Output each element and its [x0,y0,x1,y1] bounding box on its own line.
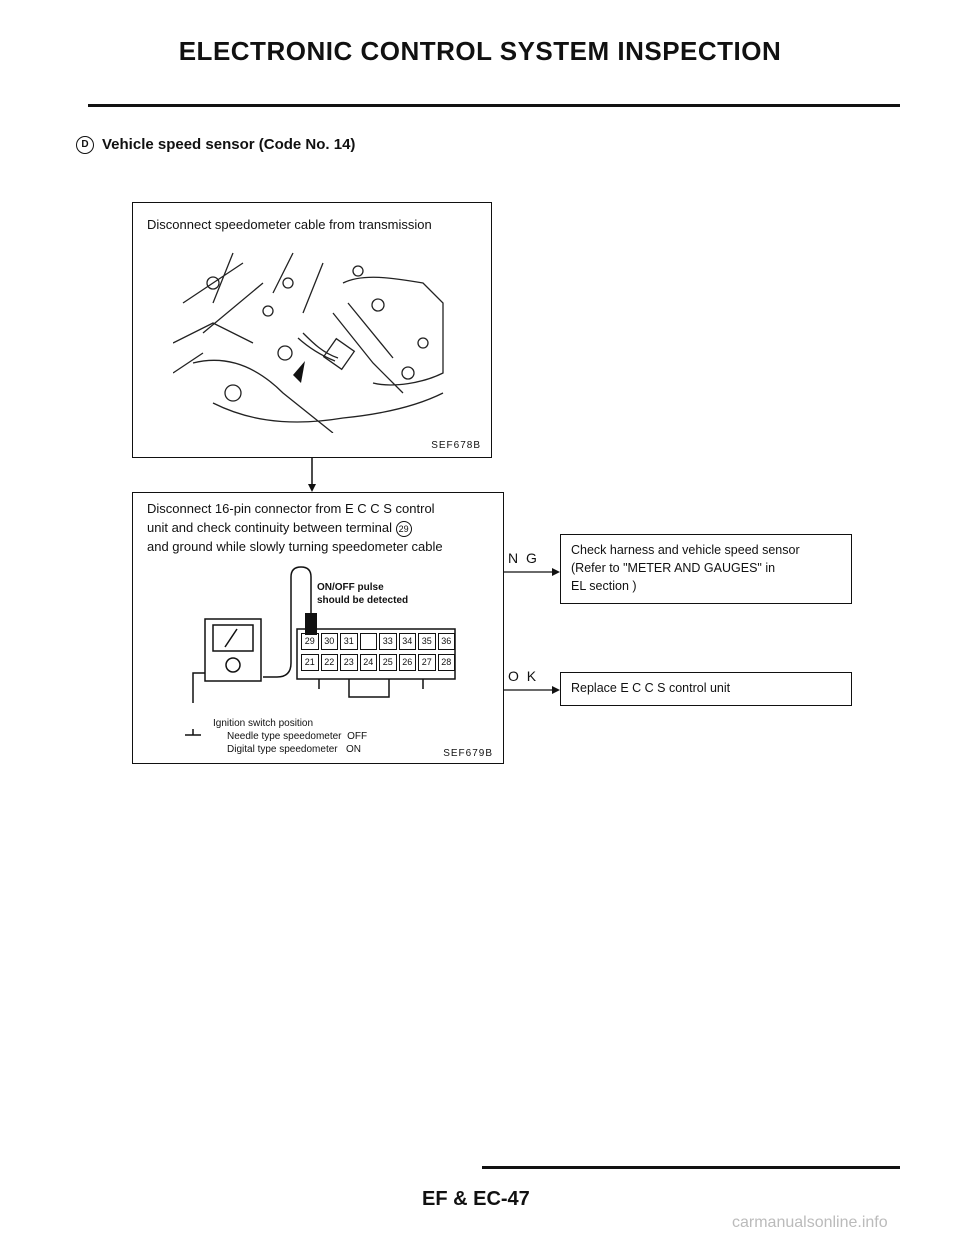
pulse-note-line1: ON/OFF pulse [317,582,384,593]
needle-label: Needle type speedometer [227,731,342,742]
terminal-marker: 29 [396,521,412,537]
pin: 33 [379,633,397,650]
section-marker: D [76,136,94,154]
pin: 27 [418,654,436,671]
pin: 28 [438,654,456,671]
ng-line2: (Refer to "METER AND GAUGES" in [571,561,776,575]
watermark: carmanualsonline.info [732,1214,888,1231]
pin: 24 [360,654,378,671]
pin: 31 [340,633,358,650]
ground-symbol [183,729,203,743]
footer-rule [482,1166,900,1169]
step2-figure-code: SEF679B [443,748,493,759]
pin: 21 [301,654,319,671]
page-number: EF & EC-47 [422,1188,530,1210]
ng-text [571,541,851,595]
pin: 35 [418,633,436,650]
needle-row [213,730,493,743]
pin: 25 [379,654,397,671]
ok-arrow [504,684,562,696]
digital-label: Digital type speedometer [227,744,338,755]
page-title: ELECTRONIC CONTROL SYSTEM INSPECTION [178,36,782,66]
step1-instruction: Disconnect speedometer cable from transmission [147,217,432,232]
transmission-illustration [173,243,473,433]
connector-bottom-row [301,654,455,671]
digital-value: ON [345,744,361,755]
pin: 36 [438,633,456,650]
step2-line1: Disconnect 16-pin connector from E C C S control [147,501,435,516]
ng-line1: Check harness and vehicle speed sensor [571,543,800,557]
section-heading-text: Vehicle speed sensor (Code No. 14) [102,136,356,153]
title-rule [88,104,900,107]
step2-instructions [147,499,497,556]
step2-line2-text: unit and check continuity between terminal [147,520,392,535]
pin: 29 [301,633,319,650]
pin: 23 [340,654,358,671]
connector-pins [301,633,455,671]
pin-blank [360,633,378,650]
ok-label: O K [508,668,539,684]
step2-line3: and ground while slowly turning speedometer cable [147,539,443,554]
ignition-title: Ignition switch position [213,718,314,729]
step1-figure-code: SEF678B [431,440,481,451]
ng-arrow [504,566,562,578]
ng-line3: EL section ) [571,579,637,593]
step2-line2 [147,518,497,537]
pin: 26 [399,654,417,671]
needle-value: OFF [347,731,368,742]
pulse-note-line2: should be detected [317,595,409,606]
ok-text: Replace E C C S control unit [571,681,731,695]
section-heading [76,136,355,154]
connector-top-row [301,633,455,650]
ng-result-box [560,534,852,604]
ng-label: N G [508,550,539,566]
pin: 30 [321,633,339,650]
ok-result-box [560,672,852,706]
step1-box [132,202,492,458]
pin: 34 [399,633,417,650]
flow-arrow-down [300,458,324,494]
pin: 22 [321,654,339,671]
step2-box [132,492,504,764]
